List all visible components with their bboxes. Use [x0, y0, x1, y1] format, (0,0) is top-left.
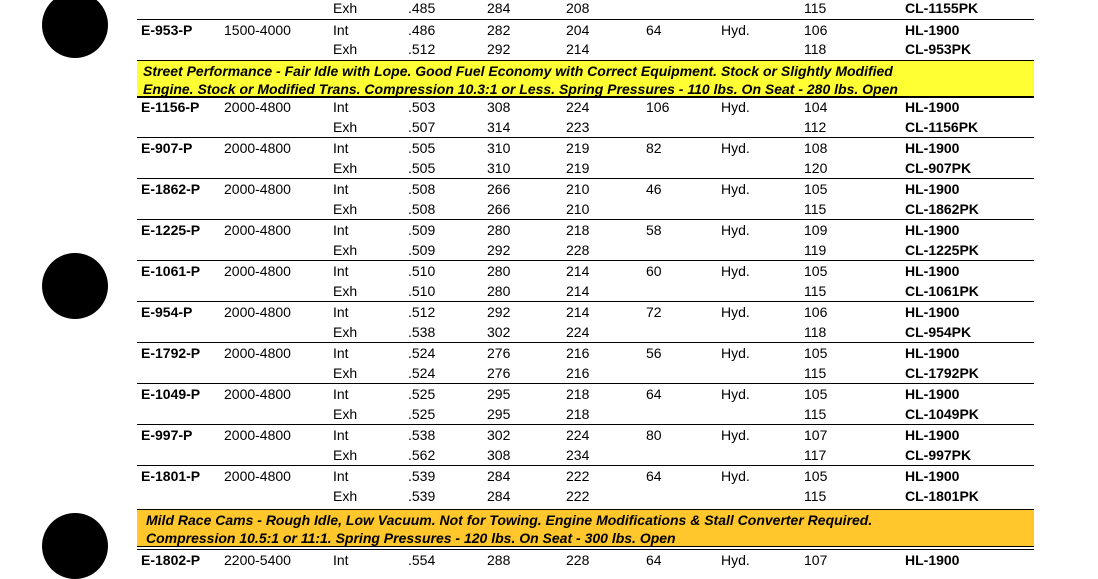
cell-spring: 119 [804, 242, 827, 258]
cell-d50: 216 [566, 345, 590, 361]
cell-rpm: 2000-4800 [224, 427, 291, 443]
cell-kit: CL-1801PK [905, 488, 979, 504]
cell-lift: .539 [408, 488, 436, 504]
cell-spring: 107 [804, 552, 828, 568]
cell-lsa: 64 [646, 386, 662, 402]
cell-side: Exh [333, 201, 358, 217]
cell-side: Exh [333, 160, 358, 176]
cell-lift: .505 [408, 160, 436, 176]
table-row [137, 550, 1034, 570]
cell-side: Int [333, 22, 349, 38]
cell-type: Hyd. [721, 22, 750, 38]
cell-rpm: 2000-4800 [224, 468, 291, 484]
cell-part: E-997-P [141, 427, 193, 443]
cell-dur: 302 [487, 324, 511, 340]
cell-type: Hyd. [721, 386, 750, 402]
cell-side: Int [333, 99, 349, 115]
cell-side: Int [333, 222, 349, 238]
table-row [137, 486, 1034, 506]
table-row [137, 363, 1034, 383]
cell-dur: 280 [487, 222, 511, 238]
cell-lift: .510 [408, 263, 436, 279]
cell-kit: CL-954PK [905, 324, 972, 340]
row-divider [137, 383, 1034, 384]
cell-spring: 105 [804, 468, 828, 484]
cell-kit: CL-1225PK [905, 242, 979, 258]
cell-spring: 115 [804, 201, 827, 217]
cell-spring: 105 [804, 386, 828, 402]
row-divider [137, 219, 1034, 220]
table-row [137, 240, 1034, 260]
cell-lift: .539 [408, 468, 436, 484]
cell-kit: HL-1900 [905, 140, 960, 156]
cell-lsa: 64 [646, 552, 662, 568]
cell-lift: .538 [408, 427, 436, 443]
table-row [137, 20, 1034, 40]
cell-part: E-1801-P [141, 468, 201, 484]
cell-lift: .507 [408, 119, 436, 135]
cell-side: Exh [333, 365, 358, 381]
cell-kit: HL-1900 [905, 263, 960, 279]
cell-dur: 282 [487, 22, 511, 38]
cell-kit: HL-1900 [905, 552, 960, 568]
cell-d50: 218 [566, 386, 590, 402]
table-row [137, 97, 1034, 117]
cell-d50: 223 [566, 119, 590, 135]
row-divider [137, 549, 1034, 550]
cell-lift: .508 [408, 201, 436, 217]
cell-spring: 105 [804, 181, 828, 197]
cell-dur: 314 [487, 119, 511, 135]
cell-part: E-1792-P [141, 345, 201, 361]
cell-type: Hyd. [721, 140, 750, 156]
cell-d50: 214 [566, 263, 590, 279]
cell-kit: HL-1900 [905, 468, 960, 484]
table-row [137, 0, 1034, 18]
cell-spring: 115 [804, 0, 827, 16]
cell-kit: CL-953PK [905, 41, 972, 57]
cell-lsa: 60 [646, 263, 662, 279]
cell-kit: CL-997PK [905, 447, 972, 463]
cell-kit: HL-1900 [905, 99, 960, 115]
cell-type: Hyd. [721, 345, 750, 361]
table-row [137, 302, 1034, 322]
row-divider [137, 465, 1034, 466]
cell-dur: 292 [487, 242, 511, 258]
cell-lsa: 56 [646, 345, 662, 361]
cell-d50: 224 [566, 324, 590, 340]
table-row [137, 39, 1034, 59]
cell-dur: 295 [487, 386, 511, 402]
cell-part: E-1156-P [141, 99, 200, 115]
cell-part: E-1862-P [141, 181, 201, 197]
cell-dur: 308 [487, 447, 511, 463]
cell-spring: 109 [804, 222, 828, 238]
cell-type: Hyd. [721, 552, 750, 568]
cell-d50: 214 [566, 283, 590, 299]
cell-dur: 280 [487, 283, 511, 299]
cell-rpm: 2000-4800 [224, 181, 291, 197]
cell-side: Int [333, 345, 349, 361]
cell-d50: 214 [566, 304, 590, 320]
cell-side: Int [333, 386, 349, 402]
cell-spring: 115 [804, 365, 827, 381]
cell-kit: HL-1900 [905, 304, 960, 320]
table-row [137, 404, 1034, 424]
cell-lsa: 46 [646, 181, 662, 197]
cell-lift: .486 [408, 22, 436, 38]
cell-kit: CL-1792PK [905, 365, 979, 381]
cell-side: Exh [333, 324, 358, 340]
cell-lift: .524 [408, 345, 436, 361]
cell-kit: HL-1900 [905, 222, 960, 238]
cell-lift: .525 [408, 406, 436, 422]
cell-side: Exh [333, 119, 358, 135]
cell-lift: .512 [408, 41, 436, 57]
cell-spring: 118 [804, 324, 827, 340]
cell-dur: 310 [487, 160, 511, 176]
cell-dur: 288 [487, 552, 511, 568]
cell-lift: .538 [408, 324, 436, 340]
street-banner-line-2: Engine. Stock or Modified Trans. Compression 10.3:1 or Less. Spring Pressures - 110 lbs. On Seat - 280 lbs. Open [143, 80, 898, 97]
cell-dur: 292 [487, 304, 511, 320]
cell-d50: 219 [566, 160, 590, 176]
cell-type: Hyd. [721, 263, 750, 279]
cell-d50: 234 [566, 447, 590, 463]
cell-spring: 112 [804, 119, 827, 135]
cell-lsa: 72 [646, 304, 662, 320]
cell-spring: 105 [804, 263, 828, 279]
table-row [137, 466, 1034, 486]
cell-lift: .512 [408, 304, 436, 320]
cell-side: Int [333, 468, 349, 484]
cell-kit: HL-1900 [905, 386, 960, 402]
table-row [137, 158, 1034, 178]
table-row [137, 322, 1034, 342]
cell-lift: .508 [408, 181, 436, 197]
cell-type: Hyd. [721, 427, 750, 443]
cell-dur: 292 [487, 41, 511, 57]
cell-spring: 105 [804, 345, 828, 361]
cell-spring: 115 [804, 488, 827, 504]
cell-kit: CL-1156PK [905, 119, 979, 135]
cell-kit: CL-1155PK [905, 0, 979, 16]
cell-type: Hyd. [721, 99, 750, 115]
cell-dur: 284 [487, 0, 511, 16]
cell-lift: .524 [408, 365, 436, 381]
cell-d50: 210 [566, 181, 590, 197]
cell-rpm: 2000-4800 [224, 222, 291, 238]
table-row [137, 138, 1034, 158]
table-row [137, 343, 1034, 363]
cell-dur: 302 [487, 427, 511, 443]
cell-lift: .510 [408, 283, 436, 299]
cell-part: E-1061-P [141, 263, 201, 279]
cell-d50: 208 [566, 0, 590, 16]
cell-spring: 107 [804, 427, 828, 443]
cell-part: E-1049-P [141, 386, 201, 402]
cell-kit: HL-1900 [905, 427, 960, 443]
cell-d50: 219 [566, 140, 590, 156]
cell-d50: 222 [566, 468, 590, 484]
cell-spring: 104 [804, 99, 828, 115]
cell-d50: 218 [566, 222, 590, 238]
cell-d50: 204 [566, 22, 590, 38]
cell-kit: CL-1049PK [905, 406, 979, 422]
cell-d50: 224 [566, 427, 590, 443]
cell-kit: CL-1862PK [905, 201, 979, 217]
row-divider [137, 301, 1034, 302]
cell-dur: 295 [487, 406, 511, 422]
cell-lift: .509 [408, 222, 436, 238]
cell-type: Hyd. [721, 181, 750, 197]
cell-spring: 115 [804, 406, 827, 422]
cell-d50: 228 [566, 552, 590, 568]
cell-dur: 266 [487, 201, 511, 217]
cell-rpm: 2200-5400 [224, 552, 291, 568]
cell-spring: 108 [804, 140, 828, 156]
cell-dur: 280 [487, 263, 511, 279]
cell-lsa: 106 [646, 99, 670, 115]
table-row [137, 445, 1034, 465]
cell-d50: 216 [566, 365, 590, 381]
cell-spring: 106 [804, 22, 828, 38]
cell-rpm: 2000-4800 [224, 140, 291, 156]
cell-part: E-1225-P [141, 222, 201, 238]
cell-side: Exh [333, 447, 358, 463]
cell-d50: 218 [566, 406, 590, 422]
table-row [137, 261, 1034, 281]
cell-side: Exh [333, 0, 358, 16]
table-row [137, 117, 1034, 137]
row-divider [137, 178, 1034, 179]
cell-lsa: 82 [646, 140, 662, 156]
cell-side: Int [333, 304, 349, 320]
cell-dur: 310 [487, 140, 511, 156]
cell-lift: .503 [408, 99, 436, 115]
cell-dur: 276 [487, 345, 511, 361]
cell-lift: .554 [408, 552, 436, 568]
cell-lift: .509 [408, 242, 436, 258]
cell-side: Exh [333, 41, 358, 57]
cell-kit: HL-1900 [905, 22, 960, 38]
cell-spring: 115 [804, 283, 827, 299]
cell-spring: 117 [804, 447, 827, 463]
cell-kit: HL-1900 [905, 345, 960, 361]
cell-dur: 266 [487, 181, 511, 197]
cell-part: E-954-P [141, 304, 193, 320]
cell-side: Exh [333, 406, 358, 422]
cell-dur: 276 [487, 365, 511, 381]
cell-lift: .505 [408, 140, 436, 156]
table-row [137, 384, 1034, 404]
cell-rpm: 2000-4800 [224, 263, 291, 279]
cell-kit: CL-907PK [905, 160, 972, 176]
cell-spring: 118 [804, 41, 827, 57]
table-row [137, 199, 1034, 219]
table-row [137, 179, 1034, 199]
row-divider [137, 260, 1034, 261]
cell-rpm: 2000-4800 [224, 345, 291, 361]
cell-lift: .485 [408, 0, 436, 16]
cell-lsa: 80 [646, 427, 662, 443]
cell-lsa: 64 [646, 22, 662, 38]
cell-spring: 120 [804, 160, 828, 176]
cell-rpm: 2000-4800 [224, 99, 291, 115]
table-row [137, 425, 1034, 445]
mild-race-banner-line-1: Mild Race Cams - Rough Idle, Low Vacuum. Not for Towing. Engine Modifications & Stall Converter Required. [146, 512, 873, 528]
cell-d50: 228 [566, 242, 590, 258]
table-row [137, 220, 1034, 240]
cell-lsa: 58 [646, 222, 662, 238]
cell-type: Hyd. [721, 222, 750, 238]
cell-spring: 106 [804, 304, 828, 320]
cell-dur: 284 [487, 488, 511, 504]
cell-lift: .525 [408, 386, 436, 402]
cell-d50: 224 [566, 99, 590, 115]
cell-lift: .562 [408, 447, 436, 463]
row-divider [137, 137, 1034, 138]
cell-side: Int [333, 263, 349, 279]
cell-side: Int [333, 181, 349, 197]
cell-d50: 214 [566, 41, 590, 57]
cell-side: Int [333, 140, 349, 156]
table-row [137, 281, 1034, 301]
row-divider [137, 424, 1034, 425]
cell-side: Int [333, 427, 349, 443]
cell-part: E-907-P [141, 140, 193, 156]
cell-side: Int [333, 552, 349, 568]
cell-d50: 222 [566, 488, 590, 504]
cell-rpm: 2000-4800 [224, 386, 291, 402]
cell-side: Exh [333, 488, 358, 504]
row-divider [137, 96, 1034, 97]
row-divider [137, 342, 1034, 343]
cell-type: Hyd. [721, 304, 750, 320]
cell-kit: HL-1900 [905, 181, 960, 197]
cell-d50: 210 [566, 201, 590, 217]
cell-lsa: 64 [646, 468, 662, 484]
cell-dur: 308 [487, 99, 511, 115]
cell-side: Exh [333, 283, 358, 299]
cell-part: E-953-P [141, 22, 193, 38]
row-divider [137, 19, 1034, 20]
cell-kit: CL-1061PK [905, 283, 979, 299]
cell-rpm: 1500-4000 [224, 22, 291, 38]
street-banner-line-1: Street Performance - Fair Idle with Lope. Good Fuel Economy with Correct Equipment. Stock or Slightly Modified [143, 63, 893, 79]
cell-part: E-1802-P [141, 552, 201, 568]
cell-side: Exh [333, 242, 358, 258]
mild-race-banner-line-2: Compression 10.5:1 or 11:1. Spring Pressures - 120 lbs. On Seat - 300 lbs. Open [146, 529, 676, 546]
cell-rpm: 2000-4800 [224, 304, 291, 320]
cell-type: Hyd. [721, 468, 750, 484]
cell-dur: 284 [487, 468, 511, 484]
